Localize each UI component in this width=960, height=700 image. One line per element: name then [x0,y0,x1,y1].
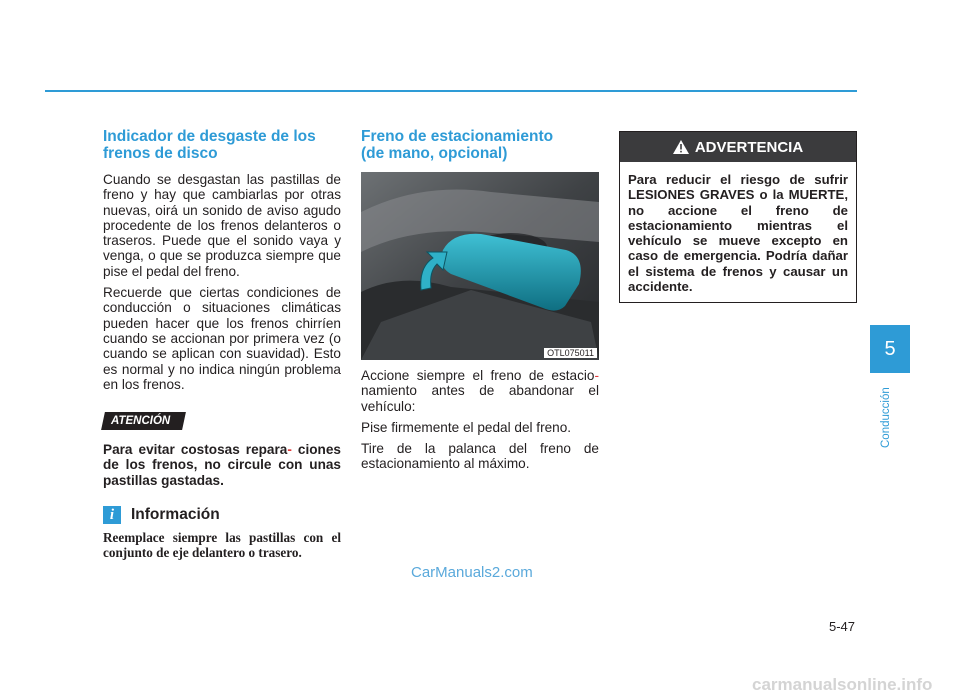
page-number: 5-47 [829,619,856,634]
paragraph: Pise firmemente el pedal del freno. [361,419,572,435]
attention-label: ATENCIÓN [111,415,171,428]
column-brake-wear [103,128,341,561]
hyphen: - [594,368,599,383]
paragraph: Cuando se desgastan las pastillas de freno y hay que cambiarlas por otras nuevas, oirá un sonido de aviso agudo procedente de los frenos delanteros o traseros. Puede que el sonido vaya y venga, o que se produzca siempre que pise el pedal del freno. [103,172,341,279]
watermark: CarManuals2.com [411,564,533,581]
text-part: namiento antes de abandonar el vehículo: [361,383,599,414]
attention-text-part: Para evitar costosas repara [103,442,288,458]
heading-line: (de mano, opcional) [361,145,508,162]
parking-brake-illustration [361,172,599,360]
warning-title: ADVERTENCIA [694,138,804,156]
info-title: Información [131,506,220,524]
section-heading: Indicador de desgaste de los frenos de disco [103,128,316,162]
chapter-label [876,378,896,448]
warning-header [620,132,856,162]
warning-triangle-icon [673,140,689,154]
info-header [103,506,341,524]
chapter-tab: 5 [870,325,910,373]
figure-code: OTL075011 [544,348,597,358]
text-part: Accione siempre el freno de estacio [361,368,595,383]
attention-text [103,442,341,488]
info-icon: i [103,506,121,524]
warning-box [619,131,857,303]
attention-text-part: ciones de los frenos, no circule con unas pastillas gastadas. [103,442,341,488]
chapter-label-text: Conducción [880,387,892,448]
footer-watermark: carmanualsonline.info [752,675,933,694]
paragraph [361,368,599,414]
info-text: Reemplace siempre las pastillas con el conjunto de eje delantero o trasero. [103,530,341,561]
paragraph: Tire de la palanca del freno de estacionamiento al máximo. [361,441,599,472]
top-rule [45,90,857,92]
heading-line: Freno de estacionamiento [361,128,554,145]
section-heading [361,128,599,162]
paragraph: Recuerde que ciertas condiciones de conducción o situaciones climáticas pueden hacer que los frenos chirríen cuando se accionan por primera vez (o cuando se aplican con suavidad). Esto es normal y no indica ningún problema en los frenos. [103,285,341,392]
hyphen: - [287,442,292,458]
column-parking-brake [361,128,599,478]
column-warning [619,131,857,303]
warning-text: Para reducir el riesgo de sufrir LESIONES GRAVES o la MUERTE, no accione el freno de estacionamiento mientras el vehículo se mueve excepto en caso de emergencia. Podría dañar el sistema de frenos y causar un accidente. [628,172,848,295]
attention-badge [101,412,186,430]
parking-brake-figure [361,172,599,360]
